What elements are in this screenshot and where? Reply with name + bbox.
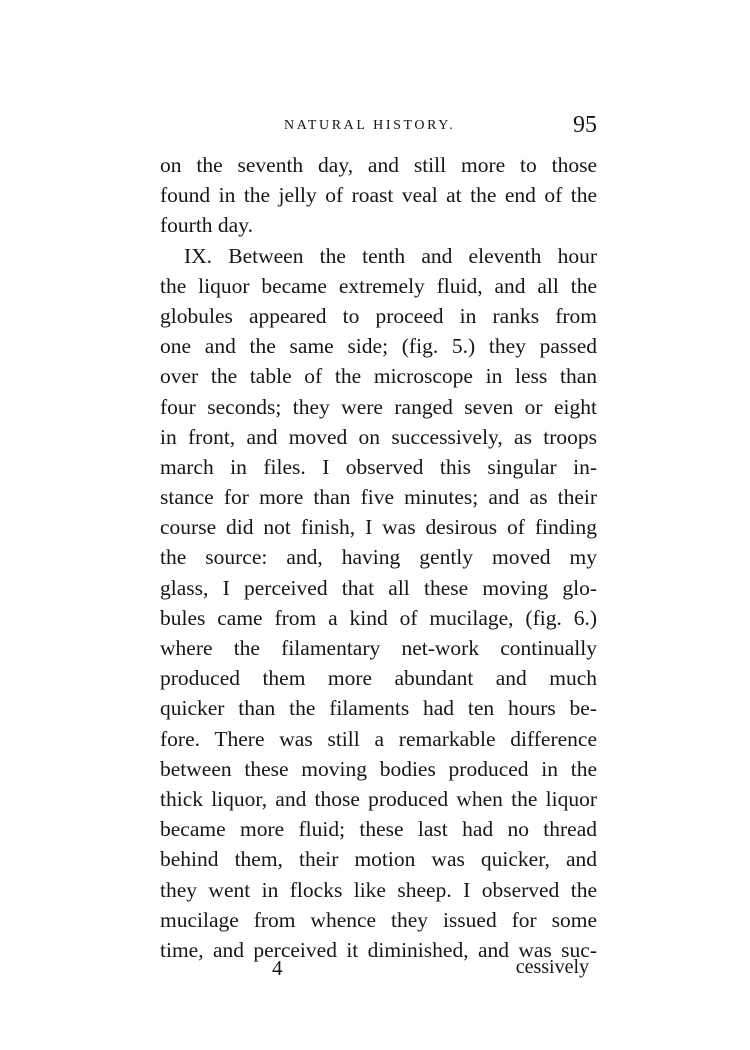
page-number: 95 <box>573 112 597 138</box>
page-header <box>160 112 597 142</box>
signature-mark: 4 <box>272 956 283 980</box>
text-line: in front, and moved on successively, as troops <box>160 424 597 449</box>
text-line: course did not finish, I was desirous of finding <box>160 515 597 540</box>
page-footer <box>160 956 597 986</box>
text-line: on the seventh day, and still more to those <box>160 153 597 177</box>
text-line: where the filamentary net-work continually <box>160 636 597 660</box>
text-line: globules appeared to proceed in ranks from <box>160 303 597 328</box>
text-line: they went in flocks like sheep. I observed the <box>160 877 597 902</box>
text-line: bules came from a kind of mucilage, (fig. 6.) <box>160 605 597 630</box>
text-line: march in files. I observed this singular in- <box>160 454 597 479</box>
text-line: time, and perceived it diminished, and was suc- <box>160 937 597 962</box>
text-line: four seconds; they were ranged seven or eight <box>160 394 597 419</box>
text-line: quicker than the filaments had ten hours be- <box>160 696 597 721</box>
text-line: behind them, their motion was quicker, and <box>160 847 597 872</box>
text-line: between these moving bodies produced in the <box>160 756 597 781</box>
text-line: stance for more than five minutes; and as their <box>160 485 597 510</box>
catchword: cessively <box>515 956 589 978</box>
text-line: became more fluid; these last had no thread <box>160 817 597 842</box>
text-line: the source: and, having gently moved my <box>160 545 597 570</box>
text-line: over the table of the microscope in less than <box>160 364 597 389</box>
body-text <box>160 150 597 965</box>
text-line: fourth day. <box>160 213 253 238</box>
text-line: IX. Between the tenth and eleventh hour <box>184 243 597 268</box>
text-line: found in the jelly of roast veal at the end of the <box>160 183 597 208</box>
text-line: mucilage from whence they issued for some <box>160 907 597 932</box>
text-line: fore. There was still a remarkable difference <box>160 726 597 751</box>
text-line: the liquor became extremely fluid, and all the <box>160 273 597 298</box>
text-line: thick liquor, and those produced when the liquor <box>160 786 597 811</box>
text-line: glass, I perceived that all these moving glo- <box>160 575 597 600</box>
running-head: NATURAL HISTORY. <box>284 118 456 133</box>
text-line: produced them more abundant and much <box>160 666 597 691</box>
text-line: one and the same side; (fig. 5.) they passed <box>160 334 597 359</box>
